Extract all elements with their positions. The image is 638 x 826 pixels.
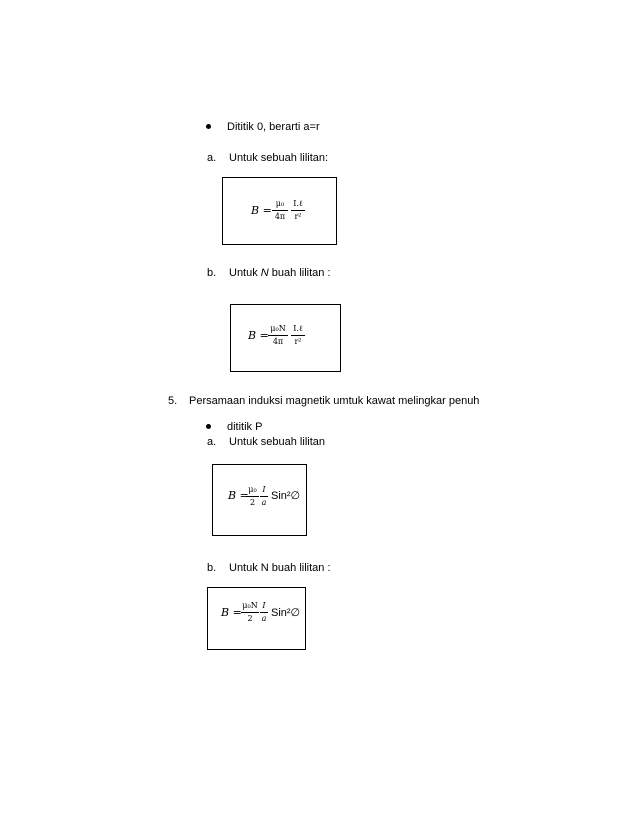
fraction-i-over-a [260, 601, 268, 624]
fraction-bar [272, 210, 288, 211]
fraction-numerator: I.ℓ [293, 324, 303, 333]
italic-n: N [260, 267, 269, 279]
formula-sin-term: Sin²∅ [271, 607, 301, 619]
fraction-mu0n-over-2 [241, 601, 259, 624]
fraction-il-over-r2 [291, 324, 305, 347]
fraction-numerator: I [262, 601, 266, 610]
fraction-denominator: 2 [247, 614, 253, 623]
formula-box-1 [222, 177, 337, 245]
list-text-b-n-buah-lilitan [229, 266, 331, 280]
formula-lhs: B = [251, 204, 272, 217]
list-marker-b: b. [207, 267, 217, 279]
fraction-denominator: 2 [249, 498, 256, 507]
bullet-text-dititik-p: dititik P [227, 421, 263, 433]
fraction-mu0n-over-4pi [268, 324, 288, 347]
fraction-numerator: I [262, 485, 266, 494]
formula-box-4 [207, 587, 306, 650]
fraction-bar [241, 612, 259, 613]
bullet-icon [206, 124, 211, 129]
fraction-numerator: μ₀N [270, 324, 286, 333]
fraction-denominator: 4π [272, 337, 284, 346]
fraction-mu0-over-4pi [272, 199, 288, 222]
list-marker-b: b. [207, 562, 217, 574]
text-segment: buah lilitan : [268, 267, 331, 279]
formula-lhs: B = [248, 329, 269, 342]
formula-lhs: B = [221, 606, 242, 619]
list-text-b-n-buah-lilitan: Untuk N buah lilitan : [229, 562, 331, 574]
fraction-il-over-r2 [291, 199, 305, 222]
fraction-denominator: r² [294, 212, 302, 221]
formula-box-2 [230, 304, 341, 372]
fraction-denominator: a [261, 614, 267, 623]
fraction-denominator: r² [294, 337, 302, 346]
fraction-numerator: μ₀ [248, 485, 257, 494]
fraction-numerator: I.ℓ [293, 199, 303, 208]
formula-sin-term: Sin²∅ [271, 490, 301, 502]
list-text-a-sebuah-lilitan: Untuk sebuah lilitan: [229, 152, 329, 164]
fraction-denominator: 4π [274, 212, 286, 221]
text-segment: Untuk [229, 267, 261, 279]
fraction-i-over-a [260, 485, 268, 508]
fraction-mu0-over-2 [246, 485, 259, 508]
formula-box-3 [212, 464, 307, 536]
fraction-bar [291, 335, 305, 336]
fraction-bar [268, 335, 288, 336]
list-marker-5: 5. [168, 395, 178, 407]
list-marker-a: a. [207, 436, 217, 448]
list-text-a-sebuah-lilitan: Untuk sebuah lilitan [229, 436, 326, 448]
fraction-bar [291, 210, 305, 211]
fraction-bar [246, 496, 259, 497]
fraction-bar [260, 496, 268, 497]
fraction-denominator: a [261, 498, 267, 507]
list-marker-a: a. [207, 152, 217, 164]
fraction-numerator: μ₀N [242, 601, 258, 610]
formula-lhs: B = [228, 489, 249, 502]
fraction-bar [260, 612, 268, 613]
bullet-icon [206, 424, 211, 429]
heading-persamaan-induksi: Persamaan induksi magnetik umtuk kawat melingkar penuh [189, 395, 480, 407]
bullet-text-dititik-0: Dititik 0, berarti a=r [227, 121, 320, 133]
fraction-numerator: μ₀ [275, 199, 285, 208]
